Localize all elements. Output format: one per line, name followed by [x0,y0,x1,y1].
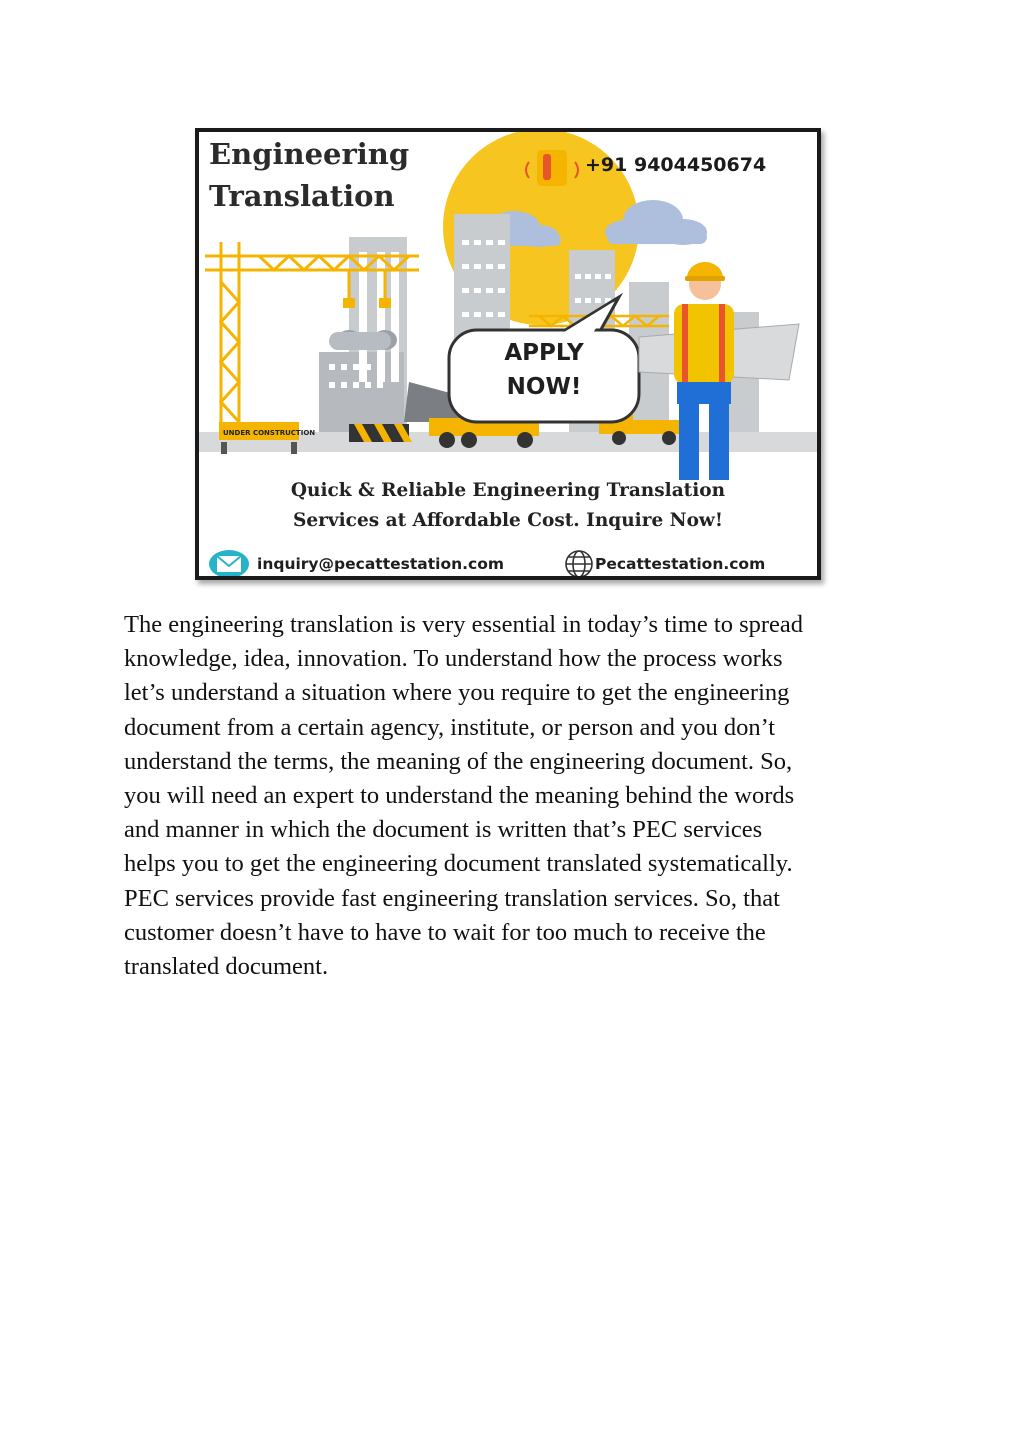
paragraph-line: you will need an expert to understand the meaning behind the words [124,781,795,809]
paragraph-line: helps you to get the engineering document translated systematically. [124,850,793,878]
road-barrier [349,424,412,442]
pipes [329,330,397,350]
email-icon [209,550,249,576]
globe-icon [566,551,592,576]
engineering-translation-banner [195,128,821,580]
svg-text:UNDER CONSTRUCTION: UNDER CONSTRUCTION [223,429,316,437]
banner-tagline [199,476,817,536]
website-address: Pecattestation.com [595,555,766,573]
tagline-line1: Quick & Reliable Engineering Translation [290,480,726,501]
paragraph-line: let’s understand a situation where you require to get the engineering [124,679,790,707]
phone-number: +91 9404450674 [585,154,767,176]
paragraph-line: knowledge, idea, innovation. To understand how the process works [124,645,783,673]
apply-now-bubble-text [451,336,637,420]
tagline-line2: Services at Affordable Cost. Inquire Now! [293,510,723,531]
body-paragraph [124,608,914,984]
email-address: inquiry@pecattestation.com [257,555,505,573]
banner-title-line1: Engineering [209,137,410,171]
paragraph-line: The engineering translation is very essential in today’s time to spread [124,611,804,638]
paragraph-line: translated document. [124,952,329,980]
apply-line1: APPLY [504,340,584,366]
paragraph-line: customer doesn’t have to have to wait for too much to receive the [124,918,766,946]
banner-title-line2: Translation [209,179,395,213]
apply-line2: NOW! [506,374,582,400]
paragraph-line: PEC services provide fast engineering translation services. So, that [124,884,780,912]
paragraph-line: understand the terms, the meaning of the engineering document. So, [124,747,793,775]
paragraph-line: document from a certain agency, institute, or person and you don’t [124,713,776,741]
paragraph-line: and manner in which the document is written that’s PEC services [124,816,763,844]
